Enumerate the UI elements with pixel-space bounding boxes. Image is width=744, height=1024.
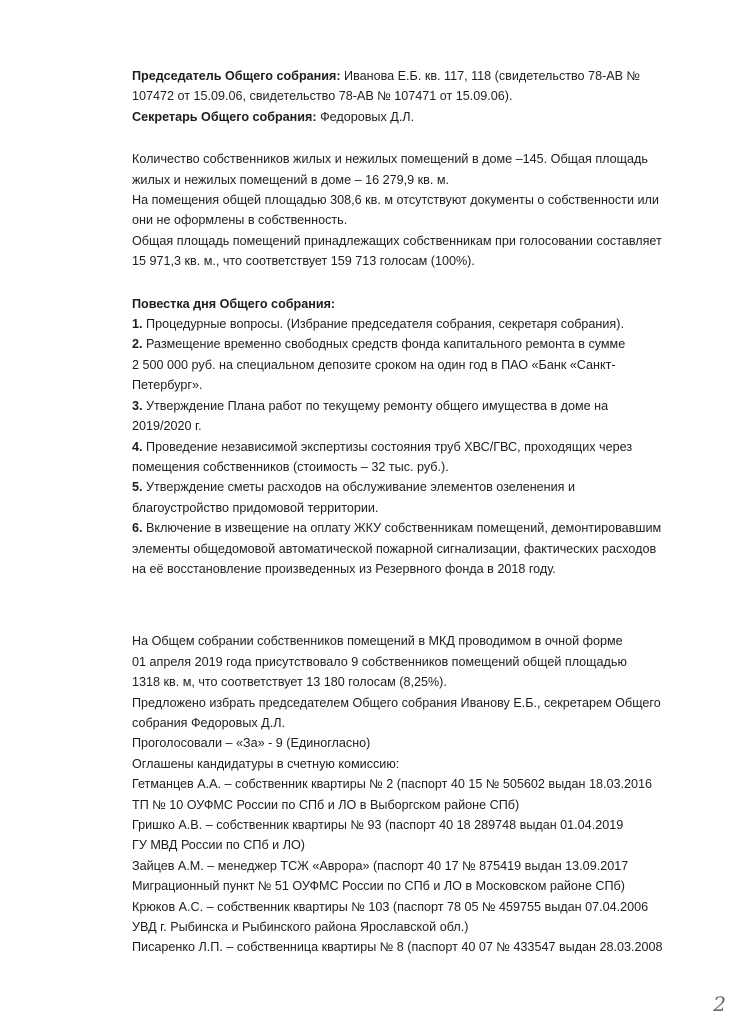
agenda-item <box>132 518 710 538</box>
agenda-item <box>132 437 710 457</box>
stats-line: они не оформлены в собственность. <box>132 213 348 228</box>
agenda-item-text: элементы общедомовой автоматической пожарной сигнализации, фактических расходов <box>132 541 657 556</box>
agenda-item-text: Процедурные вопросы. (Избрание председателя собрания, секретаря собрания). <box>146 317 624 332</box>
agenda-item <box>132 396 710 416</box>
agenda-item-number: 5. <box>132 480 143 495</box>
agenda-item <box>132 314 710 334</box>
stats-line: 15 971,3 кв. м., что соответствует 159 713 голосам (100%). <box>132 254 475 269</box>
meeting-line: Крюков А.С. – собственник квартиры № 103 (паспорт 78 05 № 459755 выдан 07.04.2006 <box>132 899 649 914</box>
meeting-section <box>132 631 710 958</box>
agenda-item-text: Проведение независимой экспертизы состояния труб ХВС/ГВС, проходящих через <box>146 439 633 454</box>
meeting-line: Проголосовали – «За» - 9 (Единогласно) <box>132 736 371 751</box>
meeting-line: Писаренко Л.П. – собственница квартиры № 8 (паспорт 40 07 № 433547 выдан 28.03.2008 <box>132 940 663 955</box>
meeting-line: Предложено избрать председателем Общего собрания Иванову Е.Б., секретарем Общего <box>132 695 661 710</box>
agenda-item-text: помещения собственников (стоимость – 32 тыс. руб.). <box>132 459 449 474</box>
agenda-item-number: 2. <box>132 337 143 352</box>
agenda-item-number: 1. <box>132 317 143 332</box>
meeting-line: собрания Федоровых Д.Л. <box>132 715 285 730</box>
meeting-line: Оглашены кандидатуры в счетную комиссию: <box>132 756 400 771</box>
meeting-line: Гришко А.В. – собственник квартиры № 93 (паспорт 40 18 289748 выдан 01.04.2019 <box>132 818 624 832</box>
document-body <box>132 66 710 958</box>
agenda-item-text: 2 500 000 руб. на специальном депозите сроком на один год в ПАО «Банк «Санкт- <box>132 357 616 372</box>
agenda-item-text: благоустройство придомовой территории. <box>132 500 379 515</box>
secretary-text: Федоровых Д.Л. <box>320 109 415 124</box>
agenda-item <box>132 477 710 497</box>
agenda-item-text: Петербург». <box>132 378 203 393</box>
secretary-label: Секретарь Общего собрания: <box>132 109 317 124</box>
agenda-item-number: 3. <box>132 398 143 413</box>
agenda-item-text: 2019/2020 г. <box>132 419 202 434</box>
meeting-line: Гетманцев А.А. – собственник квартиры № 2 (паспорт 40 15 № 505602 выдан 18.03.2016 <box>132 777 653 792</box>
agenda-item-text: Утверждение Плана работ по текущему ремонту общего имущества в доме на <box>146 398 609 413</box>
agenda-item-text: Размещение временно свободных средств фонда капитального ремонта в сумме <box>146 337 626 352</box>
chair-label: Председатель Общего собрания: <box>132 69 341 83</box>
agenda-section <box>132 294 710 580</box>
stats-line: На помещения общей площадью 308,6 кв. м отсутствуют документы о собственности или <box>132 193 659 208</box>
meeting-line: 1318 кв. м, что соответствует 13 180 голосам (8,25%). <box>132 675 447 690</box>
chair-text: Иванова Е.Б. кв. 117, 118 (свидетельство 78-АВ № <box>344 69 641 83</box>
stats-section <box>132 149 710 271</box>
meeting-line: Зайцев А.М. – менеджер ТСЖ «Аврора» (паспорт 40 17 № 875419 выдан 13.09.2017 <box>132 858 629 873</box>
agenda-item-number: 4. <box>132 439 143 454</box>
meeting-line: ТП № 10 ОУФМС России по СПб и ЛО в Выборгском районе СПб) <box>132 797 520 812</box>
meeting-line: 01 апреля 2019 года присутствовало 9 собственников помещений общей площадью <box>132 654 627 669</box>
stats-line: Общая площадь помещений принадлежащих собственникам при голосовании составляет <box>132 233 662 248</box>
stats-line: жилых и нежилых помещений в доме – 16 279,9 кв. м. <box>132 172 449 187</box>
chair-line <box>132 66 710 86</box>
page-number: 2 <box>713 992 726 1016</box>
meeting-line: ГУ МВД России по СПб и ЛО) <box>132 838 305 853</box>
meeting-line: На Общем собрании собственников помещений в МКД проводимом в очной форме <box>132 634 623 649</box>
stats-line: Количество собственников жилых и нежилых помещений в доме –145. Общая площадь <box>132 152 648 167</box>
agenda-item <box>132 334 710 354</box>
agenda-item-text: Включение в извещение на оплату ЖКУ собственникам помещений, демонтировавшим <box>146 521 662 536</box>
agenda-item-number: 6. <box>132 521 143 536</box>
chair-text-continued: 107472 от 15.09.06, свидетельство 78-АВ № 107471 от 15.09.06). <box>132 89 513 104</box>
agenda-item-text: на её восстановление произведенных из Резервного фонда в 2018 году. <box>132 561 556 576</box>
agenda-title: Повестка дня Общего собрания: <box>132 296 336 311</box>
meeting-line: УВД г. Рыбинска и Рыбинского района Ярославской обл.) <box>132 920 469 935</box>
meeting-line: Миграционный пункт № 51 ОУФМС России по СПб и ЛО в Московском районе СПб) <box>132 879 625 894</box>
agenda-item-text: Утверждение сметы расходов на обслуживание элементов озеленения и <box>146 480 575 495</box>
secretary-line <box>132 107 710 127</box>
